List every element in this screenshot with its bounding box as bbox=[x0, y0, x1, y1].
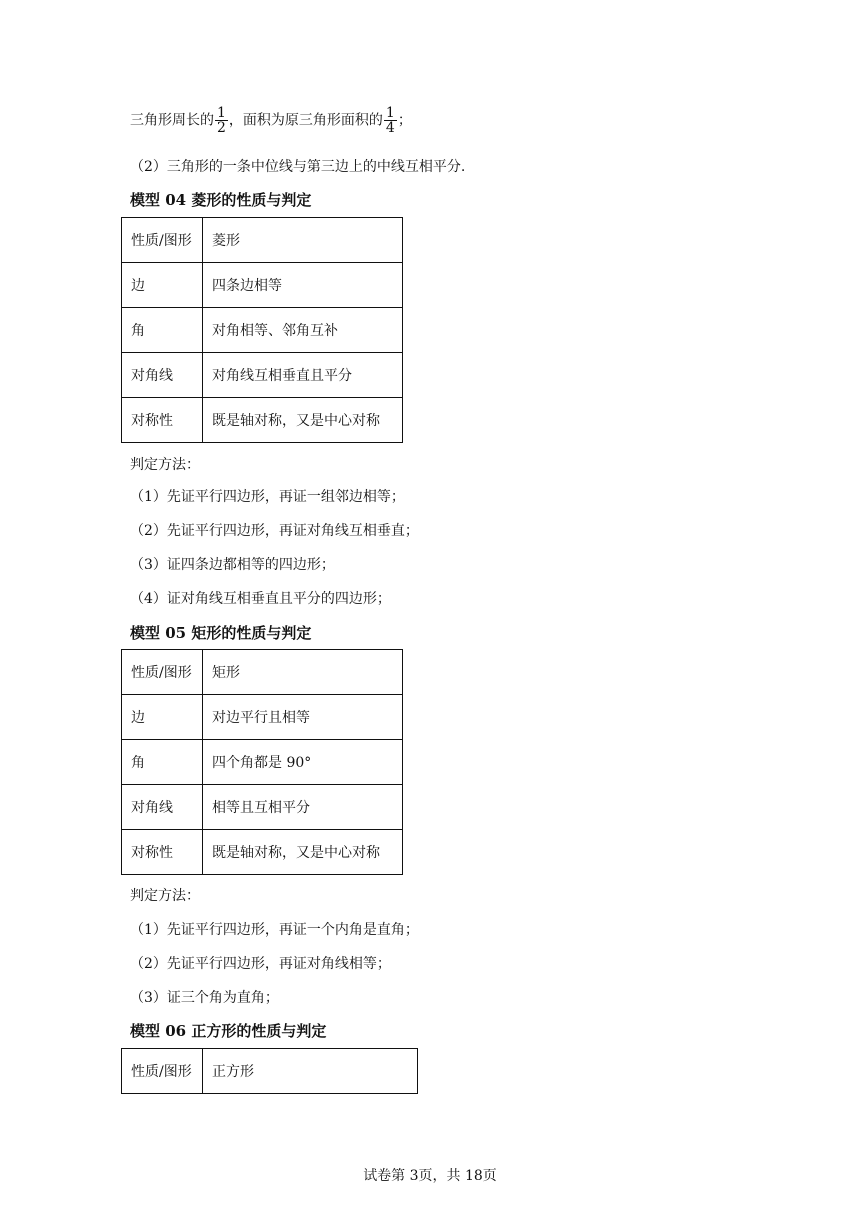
table-row bbox=[122, 308, 403, 353]
table-cell: 既是轴对称，又是中心对称 bbox=[203, 830, 403, 875]
method-title: 判定方法： bbox=[130, 888, 200, 904]
table-cell: 正方形 bbox=[203, 1049, 418, 1094]
table-row bbox=[122, 695, 403, 740]
method-item: （3）证三个角为直角； bbox=[130, 990, 279, 1006]
table-cell: 性质/图形 bbox=[122, 218, 203, 263]
table-cell: 边 bbox=[122, 695, 203, 740]
table-row bbox=[122, 830, 403, 875]
intro-text: 三角形周长的 bbox=[130, 112, 214, 129]
table-cell: 性质/图形 bbox=[122, 1049, 203, 1094]
fraction-denominator: 2 bbox=[217, 120, 226, 136]
table-row bbox=[122, 218, 403, 263]
table-row bbox=[122, 1049, 418, 1094]
method-item: （1）先证平行四边形，再证一个内角是直角； bbox=[130, 922, 419, 938]
fraction-quarter bbox=[384, 106, 397, 135]
method-item: （2）先证平行四边形，再证对角线相等； bbox=[130, 956, 391, 972]
section-title-model-04: 模型 04 菱形的性质与判定 bbox=[130, 191, 312, 209]
table-cell: 对称性 bbox=[122, 830, 203, 875]
table-row bbox=[122, 398, 403, 443]
table-row bbox=[122, 650, 403, 695]
method-title: 判定方法： bbox=[130, 457, 200, 473]
fraction-numerator: 1 bbox=[385, 105, 395, 121]
table-row bbox=[122, 263, 403, 308]
table-cell: 矩形 bbox=[203, 650, 403, 695]
intro-line-1 bbox=[130, 106, 412, 135]
table-cell: 既是轴对称，又是中心对称 bbox=[203, 398, 403, 443]
section-title-model-05: 模型 05 矩形的性质与判定 bbox=[130, 624, 312, 642]
rectangle-property-table bbox=[121, 649, 403, 875]
table-row bbox=[122, 353, 403, 398]
table-cell: 菱形 bbox=[203, 218, 403, 263]
method-item: （2）先证平行四边形，再证对角线互相垂直； bbox=[130, 523, 419, 539]
table-cell: 相等且互相平分 bbox=[203, 785, 403, 830]
table-cell: 边 bbox=[122, 263, 203, 308]
table-cell: 四个角都是 90° bbox=[203, 740, 403, 785]
table-cell: 对角线 bbox=[122, 785, 203, 830]
page-footer: 试卷第 3页，共 18页 bbox=[363, 1168, 497, 1184]
fraction-numerator: 1 bbox=[217, 105, 226, 121]
table-cell: 角 bbox=[122, 308, 203, 353]
method-item: （1）先证平行四边形，再证一组邻边相等； bbox=[130, 489, 405, 505]
rhombus-property-table bbox=[121, 217, 403, 443]
method-item: （3）证四条边都相等的四边形； bbox=[130, 557, 335, 573]
table-cell: 四条边相等 bbox=[203, 263, 403, 308]
table-row bbox=[122, 785, 403, 830]
intro-line-2: （2）三角形的一条中位线与第三边上的中线互相平分. bbox=[130, 159, 466, 175]
square-property-table bbox=[121, 1048, 418, 1094]
section-title-model-06: 模型 06 正方形的性质与判定 bbox=[130, 1022, 327, 1040]
fraction-denominator: 4 bbox=[385, 120, 395, 136]
intro-text: ，面积为原三角形面积的 bbox=[228, 112, 383, 129]
table-cell: 角 bbox=[122, 740, 203, 785]
table-cell: 对角线互相垂直且平分 bbox=[203, 353, 403, 398]
fraction-half bbox=[215, 106, 228, 135]
table-cell: 对边平行且相等 bbox=[203, 695, 403, 740]
table-cell: 对角相等、邻角互补 bbox=[203, 308, 403, 353]
table-row bbox=[122, 740, 403, 785]
table-cell: 对称性 bbox=[122, 398, 203, 443]
table-cell: 性质/图形 bbox=[122, 650, 203, 695]
table-cell: 对角线 bbox=[122, 353, 203, 398]
method-item: （4）证对角线互相垂直且平分的四边形； bbox=[130, 591, 391, 607]
intro-text: ； bbox=[397, 112, 412, 129]
